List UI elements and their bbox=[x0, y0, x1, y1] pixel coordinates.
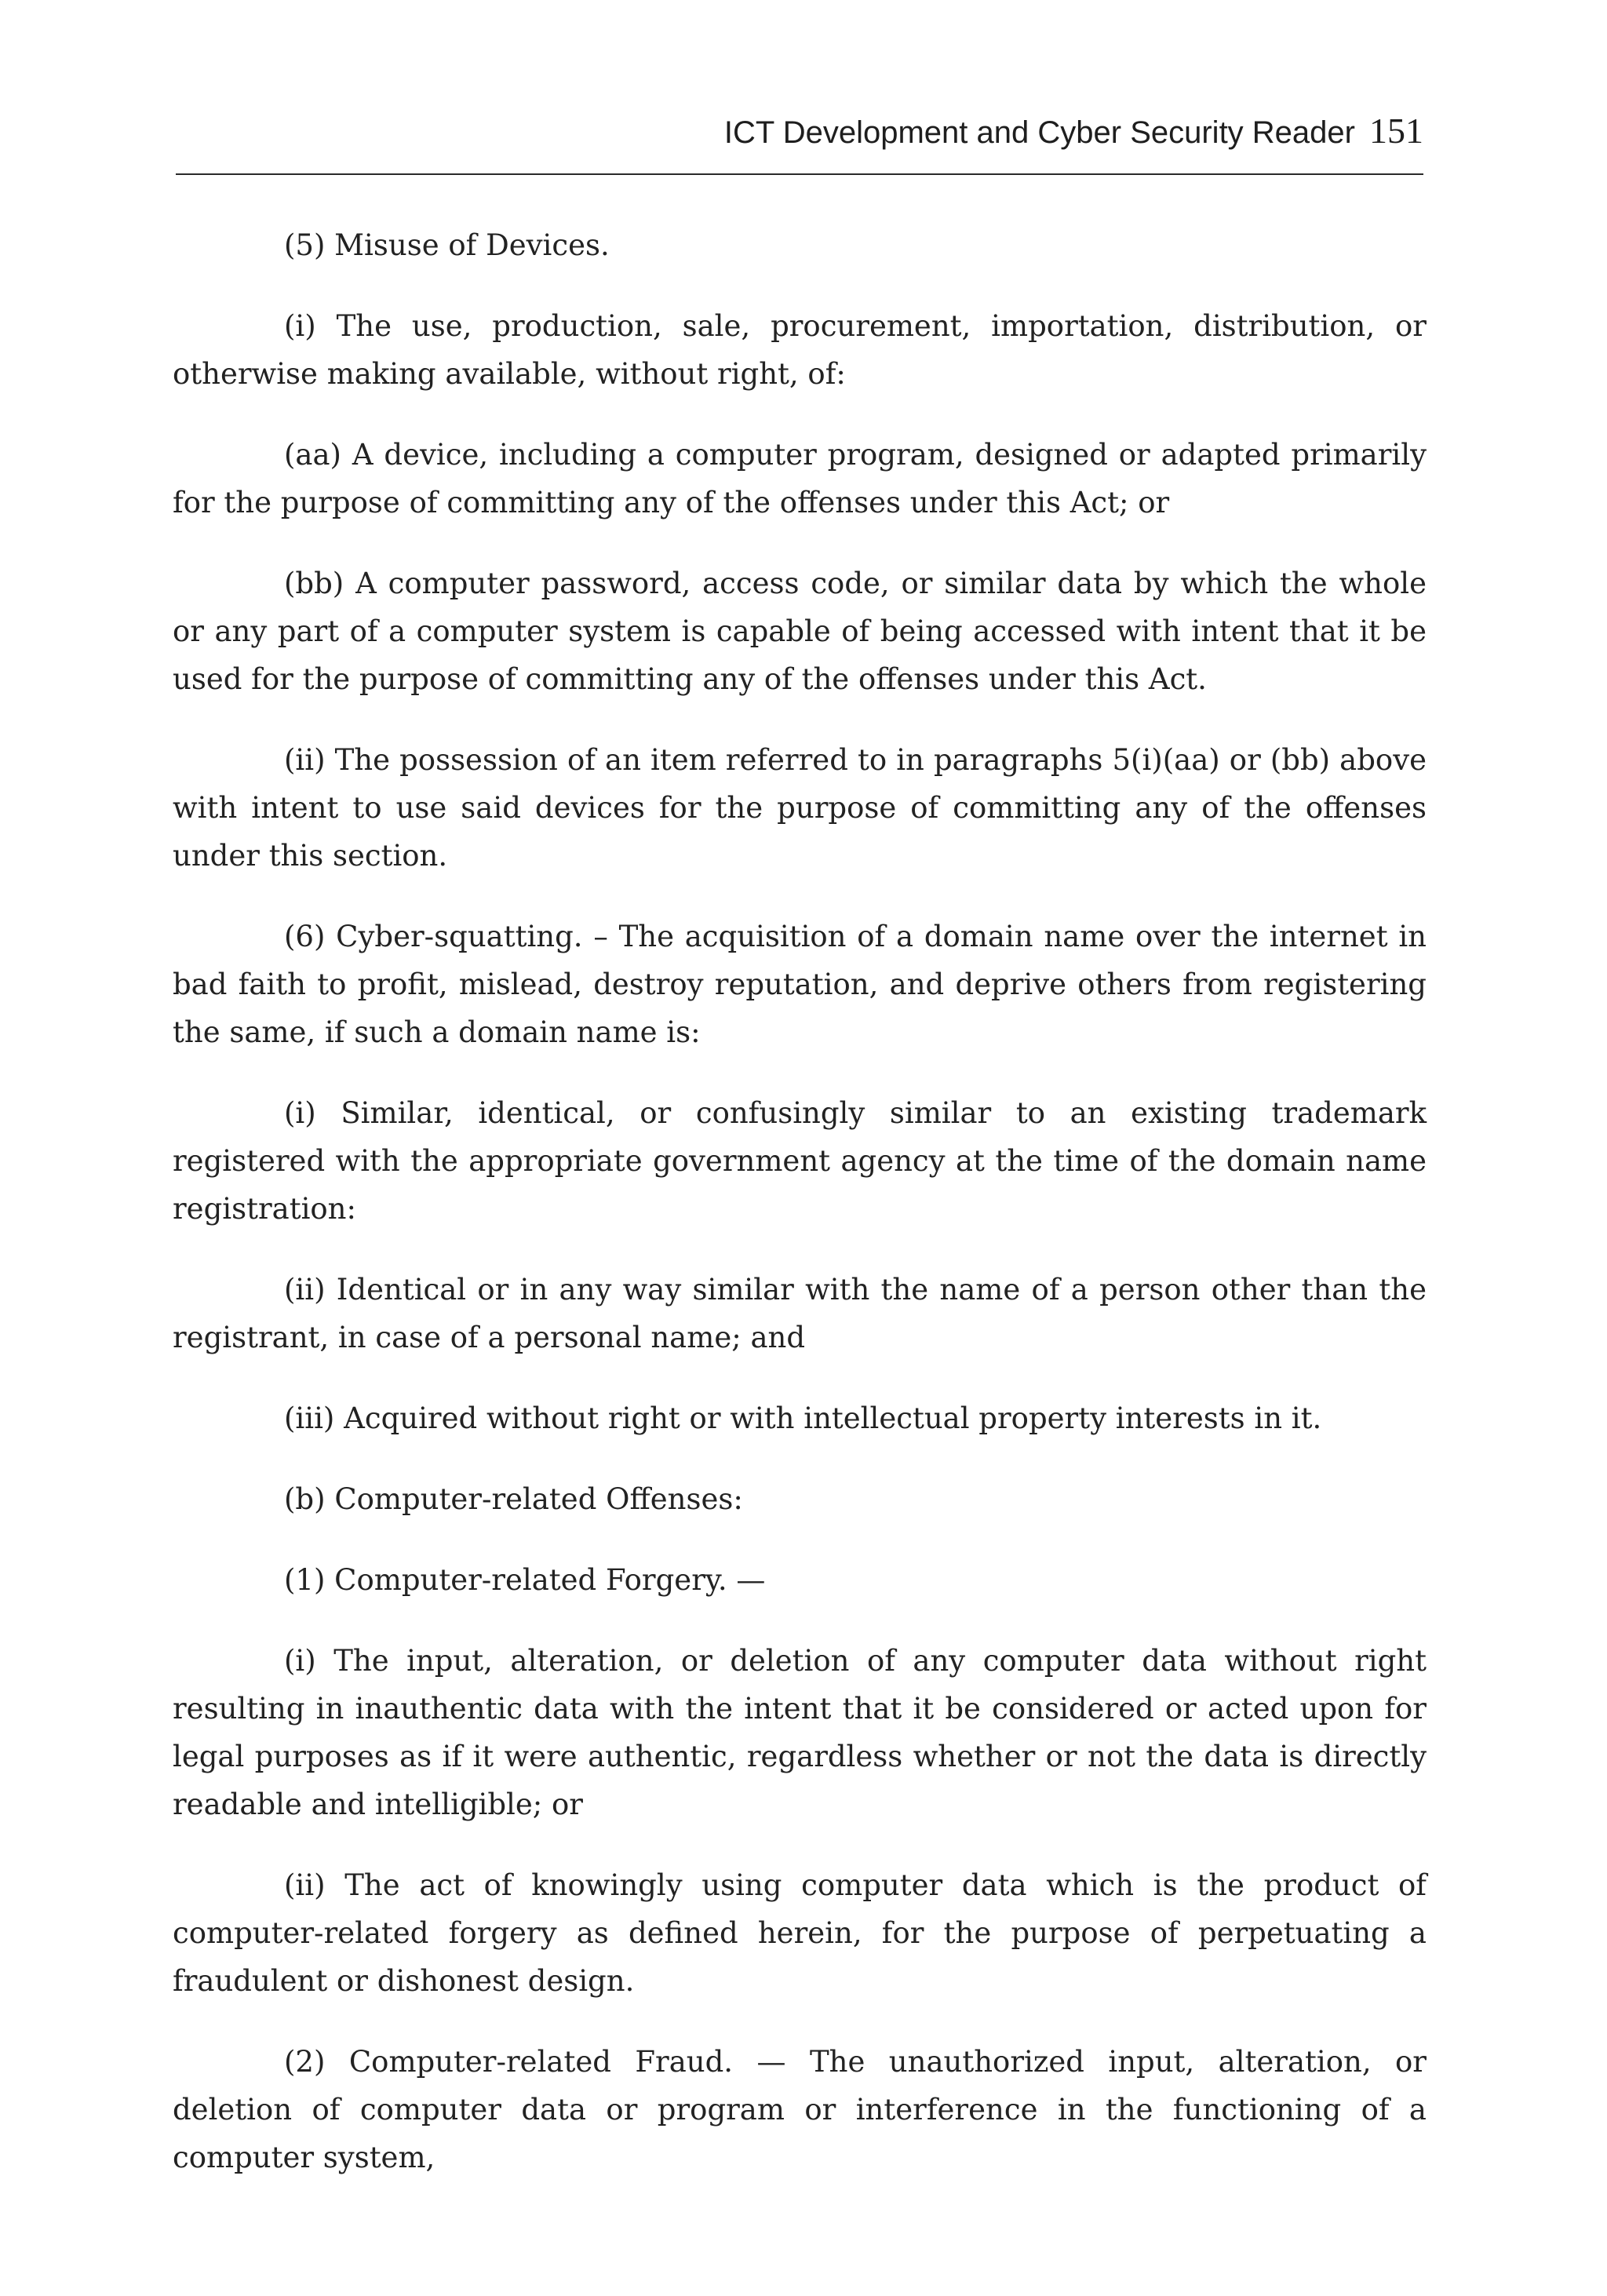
running-header bbox=[176, 110, 1423, 151]
paragraph-misuse-aa: (aa) A device, including a computer program, designed or adapted primarily for the purpose of committing any of the offenses under this Act; or bbox=[173, 438, 1427, 519]
running-title: ICT Development and Cyber Security Reader bbox=[723, 115, 1355, 150]
paragraph-computer-related-fraud: (2) Computer-related Fraud. — The unauthorized input, alteration, or deletion of computer data or program or interference in the functioning of a computer system, bbox=[173, 2045, 1427, 2174]
paragraph-cyber-squatting: (6) Cyber-squatting. – The acquisition of a domain name over the internet in bad faith to profit, mislead, destroy reputation, and deprive others from registering the same, if such a domain name is: bbox=[173, 920, 1427, 1049]
page-body bbox=[173, 221, 1427, 2214]
paragraph-misuse-bb: (bb) A computer password, access code, or similar data by which the whole or any part of a computer system is capable of being accessed with intent that it be used for the purpose of committing any of the offenses under this Act. bbox=[173, 567, 1427, 696]
header-rule bbox=[176, 173, 1423, 175]
page-number: 151 bbox=[1369, 111, 1423, 151]
paragraph-squatting-i: (i) Similar, identical, or confusingly similar to an existing trademark registered with the appropriate government agency at the time of the domain name registration: bbox=[173, 1096, 1427, 1226]
paragraph-misuse-of-devices: (5) Misuse of Devices. bbox=[284, 228, 610, 262]
paragraph-forgery-ii: (ii) The act of knowingly using computer data which is the product of computer-related forgery as defined herein, for the purpose of perpetuating a fraudulent or dishonest design. bbox=[173, 1868, 1427, 1998]
paragraph-squatting-ii: (ii) Identical or in any way similar with the name of a person other than the registrant, in case of a personal name; and bbox=[173, 1273, 1427, 1354]
paragraph-computer-related-offenses: (b) Computer-related Offenses: bbox=[284, 1482, 743, 1516]
paragraph-misuse-i: (i) The use, production, sale, procurement, importation, distribution, or otherwise making available, without right, of: bbox=[173, 309, 1427, 391]
paragraph-squatting-iii: (iii) Acquired without right or with intellectual property interests in it. bbox=[284, 1401, 1322, 1435]
paragraph-misuse-ii: (ii) The possession of an item referred to in paragraphs 5(i)(aa) or (bb) above with intent to use said devices for the purpose of committing any of the offenses under this section. bbox=[173, 743, 1427, 873]
paragraph-computer-related-forgery: (1) Computer-related Forgery. — bbox=[284, 1563, 766, 1597]
paragraph-forgery-i: (i) The input, alteration, or deletion of any computer data without right resulting in inauthentic data with the intent that it be considered or acted upon for legal purposes as if it were authentic, regardless whether or not the data is directly readable and intelligible; or bbox=[173, 1644, 1427, 1821]
